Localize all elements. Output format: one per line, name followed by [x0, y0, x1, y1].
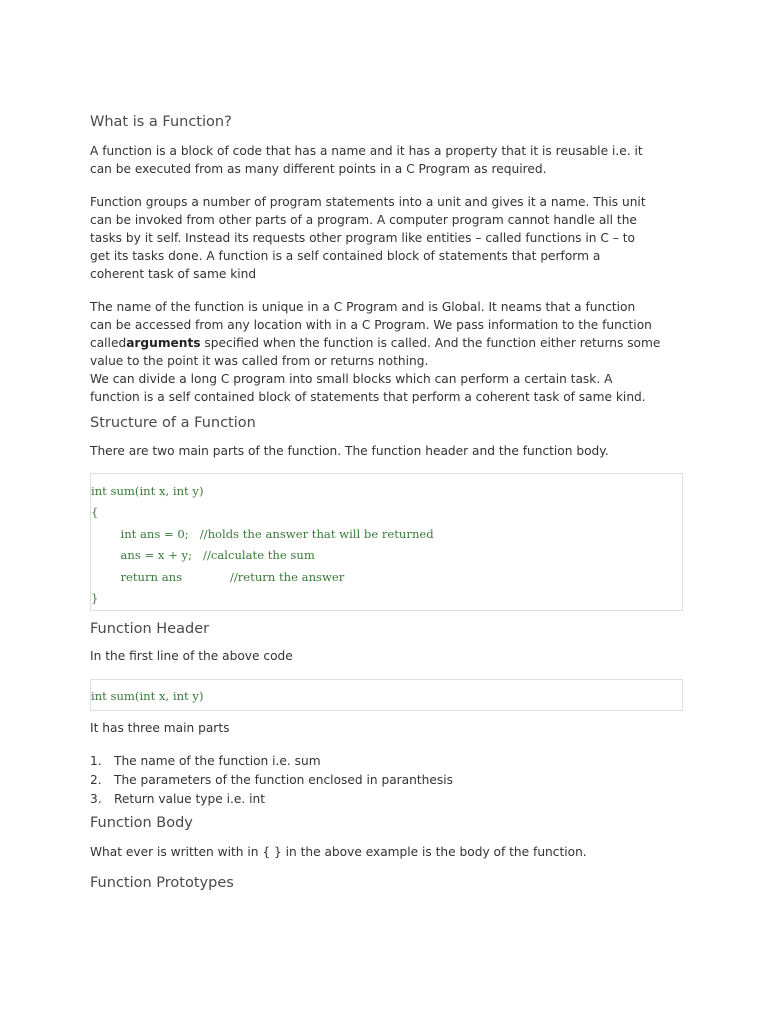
code-line: ans = x + y; //calculate the sum — [91, 548, 315, 562]
list-number: 3. — [90, 792, 102, 806]
list-item — [90, 752, 453, 771]
paragraph-two-main-parts: There are two main parts of the function. The function header and the function body. — [90, 444, 609, 458]
text-line: can be executed from as many different points in a C Program as required. — [90, 162, 547, 176]
heading-function-header: Function Header — [90, 621, 210, 637]
text-line: called — [90, 336, 127, 350]
list-item — [90, 771, 453, 790]
text-line: coherent task of same kind — [90, 267, 257, 281]
code-line: return ans //return the answer — [91, 570, 345, 584]
list-header-parts — [90, 752, 453, 809]
heading-function-prototypes: Function Prototypes — [90, 875, 234, 891]
text-line: A function is a block of code that has a name and it has a property that it is reusable i.e. it — [90, 144, 643, 158]
text-line: can be accessed from any location with in a C Program. We pass information to the function — [90, 318, 652, 332]
text-line: get its tasks done. A function is a self contained block of statements that perform a — [90, 249, 601, 263]
paragraph-function-body: What ever is written with in { } in the above example is the body of the function. — [90, 845, 587, 859]
code-line: { — [91, 505, 99, 519]
heading-structure-of-a-function: Structure of a Function — [90, 415, 256, 431]
paragraph-first-line: In the first line of the above code — [90, 649, 293, 663]
code-block-header-line — [90, 679, 683, 711]
text-line: can be invoked from other parts of a program. A computer program cannot handle all the — [90, 213, 637, 227]
paragraph-function-name — [90, 298, 690, 406]
code-line: int sum(int x, int y) — [91, 689, 204, 703]
text-line: specified when the function is called. And the function either returns some — [200, 336, 661, 350]
list-item-text: The name of the function i.e. sum — [114, 754, 321, 768]
list-item — [90, 790, 453, 809]
list-number: 2. — [90, 773, 102, 787]
heading-what-is-a-function: What is a Function? — [90, 114, 232, 130]
code-line: int sum(int x, int y) — [91, 484, 204, 498]
text-line: The name of the function is unique in a C Program and is Global. It neams that a function — [90, 300, 636, 314]
paragraph-three-main-parts: It has three main parts — [90, 721, 230, 735]
list-item-text: The parameters of the function enclosed in paranthesis — [114, 773, 453, 787]
code-line: } — [91, 591, 99, 605]
bold-term-arguments: arguments — [126, 336, 201, 350]
text-line: Function groups a number of program statements into a unit and gives it a name. This unit — [90, 195, 646, 209]
list-number: 1. — [90, 754, 102, 768]
heading-function-body: Function Body — [90, 815, 193, 831]
text-line: tasks by it self. Instead its requests other program like entities – called functions in C – to — [90, 231, 635, 245]
paragraph-function-groups — [90, 193, 690, 283]
list-item-text: Return value type i.e. int — [114, 792, 265, 806]
text-line: We can divide a long C program into small blocks which can perform a certain task. A — [90, 372, 613, 386]
text-line: value to the point it was called from or returns nothing. — [90, 354, 429, 368]
text-line: function is a self contained block of statements that perform a coherent task of same kind. — [90, 390, 646, 404]
code-block-function-example — [90, 473, 683, 611]
paragraph-definition — [90, 142, 690, 178]
code-line: int ans = 0; //holds the answer that will be returned — [91, 527, 434, 541]
